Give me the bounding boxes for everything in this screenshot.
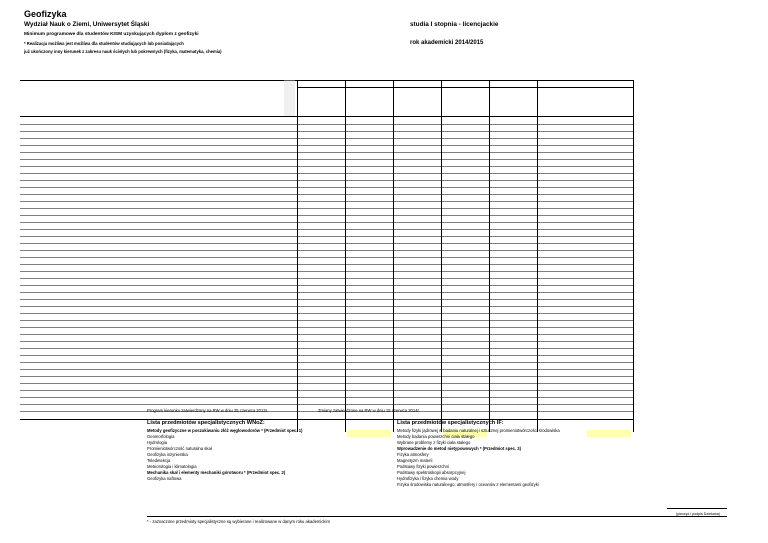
right-list-item: Magnetyzm materii — [397, 458, 433, 463]
left-list-item: Teledetekcja — [147, 458, 171, 463]
right-list-item: Metody fizyki jądrowej w badaniu naturalnej i sztucznej promieniotwórczości środowiska — [397, 428, 560, 433]
left-list-item: Geofizyka inżynierska — [147, 452, 188, 457]
contact-year-highlight — [587, 430, 631, 437]
footnote: * - zaznaczone przedmioty specjalistyczne są wybierane i realizowane w danym roku akademickim — [147, 519, 330, 524]
footnote-line — [147, 516, 727, 517]
approval-left: Program kierunku zatwierdzony na RW w dniu 25 czerwca 2013r. — [147, 408, 268, 413]
semester-divider — [537, 80, 538, 432]
right-list-item: Metody badania powierzchni ciała stałego — [397, 434, 475, 439]
left-list-item: Mechanika skał i elementy mechaniki górotworu * (Przedmiot spec. 2) — [147, 470, 286, 475]
right-list-item: Fizyka atmosfery — [397, 452, 429, 457]
signature-caption: (pieczęć i podpis Dziekana) — [676, 512, 720, 516]
minimum-program-title: Minimum programowe dla studentów KISM uzyskujących dyplom z geofizyki — [24, 32, 199, 37]
approval-right: Zmiany zatwierdzone na RW w dniu 15 czerwca 2014r. — [318, 408, 420, 413]
ects-col-shade — [284, 80, 295, 116]
semester-divider — [489, 80, 490, 432]
semester-divider — [345, 80, 346, 432]
left-list-title: Lista przedmiotów specjalistycznych WNoZ: — [147, 420, 265, 426]
header-bottom-line — [20, 116, 633, 117]
right-list-item: Wybrane problemy z fizyki ciała stałego — [397, 440, 471, 445]
semester-divider — [393, 80, 394, 432]
right-list-item: Fizyka środowiska naturalnego: atmosfery i oceanów z elementami geofizyki — [397, 482, 539, 487]
realization-note: * Realizacja możliwa jest możliwa dla studentów studiujących lub posiadających — [24, 41, 184, 46]
sum-line — [20, 419, 633, 420]
left-list-item: Meteorologia i klimatologia — [147, 464, 197, 469]
contact-year-highlight — [347, 430, 391, 437]
right-list-item: Hydrofizyka i fizyka chemia wody — [397, 476, 459, 481]
table-top-line — [20, 80, 633, 81]
left-list-item: Geomorfologia — [147, 434, 175, 439]
semester-divider — [441, 80, 442, 432]
study-level: studia I stopnia - licencjackie — [410, 21, 499, 28]
left-list-item: Metody geofizyczne w poszukiwaniu złóż węglowodorów * (Przedmiot spec. 1) — [147, 428, 303, 433]
semester-divider — [297, 80, 298, 432]
signature-line — [667, 508, 727, 509]
completed-note: już ukończony inny kierunek z zakresu nauk ścisłych lub pokrewnych (fizyka, matematyka, chemia) — [24, 49, 222, 54]
faculty-name: Wydział Nauk o Ziemi, Uniwersytet Śląski — [24, 21, 150, 28]
academic-year: rok akademicki 2014/2015 — [410, 40, 484, 46]
right-list-item: Podstawy fizyki powierzchni — [397, 464, 449, 469]
right-list-title: Lista przedmiotów specjalistycznych IF: — [397, 420, 504, 426]
left-list-item: Hydrologia — [147, 440, 168, 445]
page-title: Geofizyka — [24, 9, 67, 19]
right-list-item: Podstawy spektroskopii absorpcyjnej — [397, 470, 466, 475]
left-list-item: Promieniotwórczość naturalna skał — [147, 446, 212, 451]
right-list-item: Wprowadzenie do metod nietypowowych * (Przedmiot spec. 3) — [397, 446, 522, 451]
left-list-item: Geofizyka naftowa — [147, 476, 182, 481]
table-right-line — [633, 80, 634, 432]
